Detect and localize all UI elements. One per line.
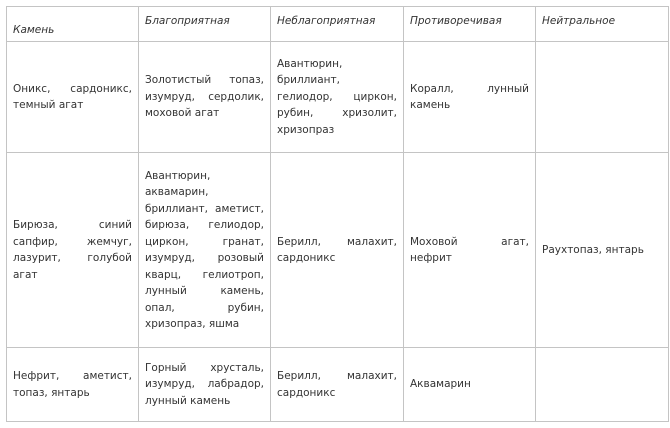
cell-favorable: Золотистый топаз, изумруд, сердолик, моховой агат <box>139 42 271 153</box>
table-row <box>7 153 669 348</box>
cell-favorable: Горный хрусталь, изумруд, лабрадор, лунный камень <box>139 348 271 422</box>
cell-unfavorable: Авантюрин, бриллиант, гелиодор, циркон, рубин, хризолит, хризопраз <box>271 42 404 153</box>
cell-neutral: Раухтопаз, янтарь <box>536 153 669 348</box>
cell-contradictory: Аквамарин <box>404 348 536 422</box>
table-row <box>7 42 669 153</box>
cell-unfavorable: Берилл, малахит, сардоникс <box>271 348 404 422</box>
table-row <box>7 348 669 422</box>
header-neutral: Нейтральное <box>536 7 669 42</box>
header-contradictory: Противоречивая <box>404 7 536 42</box>
cell-neutral <box>536 348 669 422</box>
table-header-row <box>7 7 669 42</box>
header-stone: Камень <box>7 7 139 42</box>
cell-neutral <box>536 42 669 153</box>
cell-unfavorable: Берилл, малахит, сардоникс <box>271 153 404 348</box>
cell-contradictory: Моховой агат, нефрит <box>404 153 536 348</box>
header-unfavorable: Неблагоприятная <box>271 7 404 42</box>
header-favorable: Благоприятная <box>139 7 271 42</box>
cell-stone: Оникс, сардоникс, темный агат <box>7 42 139 153</box>
cell-favorable: Авантюрин, аквамарин, бриллиант, аметист, бирюза, гелиодор, циркон, гранат, изумруд, розовый кварц, гелиотроп, лунный камень, опал, рубин, хризопраз, яшма <box>139 153 271 348</box>
cell-stone: Нефрит, аметист, топаз, янтарь <box>7 348 139 422</box>
stone-compatibility-table <box>6 6 669 422</box>
cell-contradictory: Коралл, лунный камень <box>404 42 536 153</box>
cell-stone: Бирюза, синий сапфир, жемчуг, лазурит, голубой агат <box>7 153 139 348</box>
